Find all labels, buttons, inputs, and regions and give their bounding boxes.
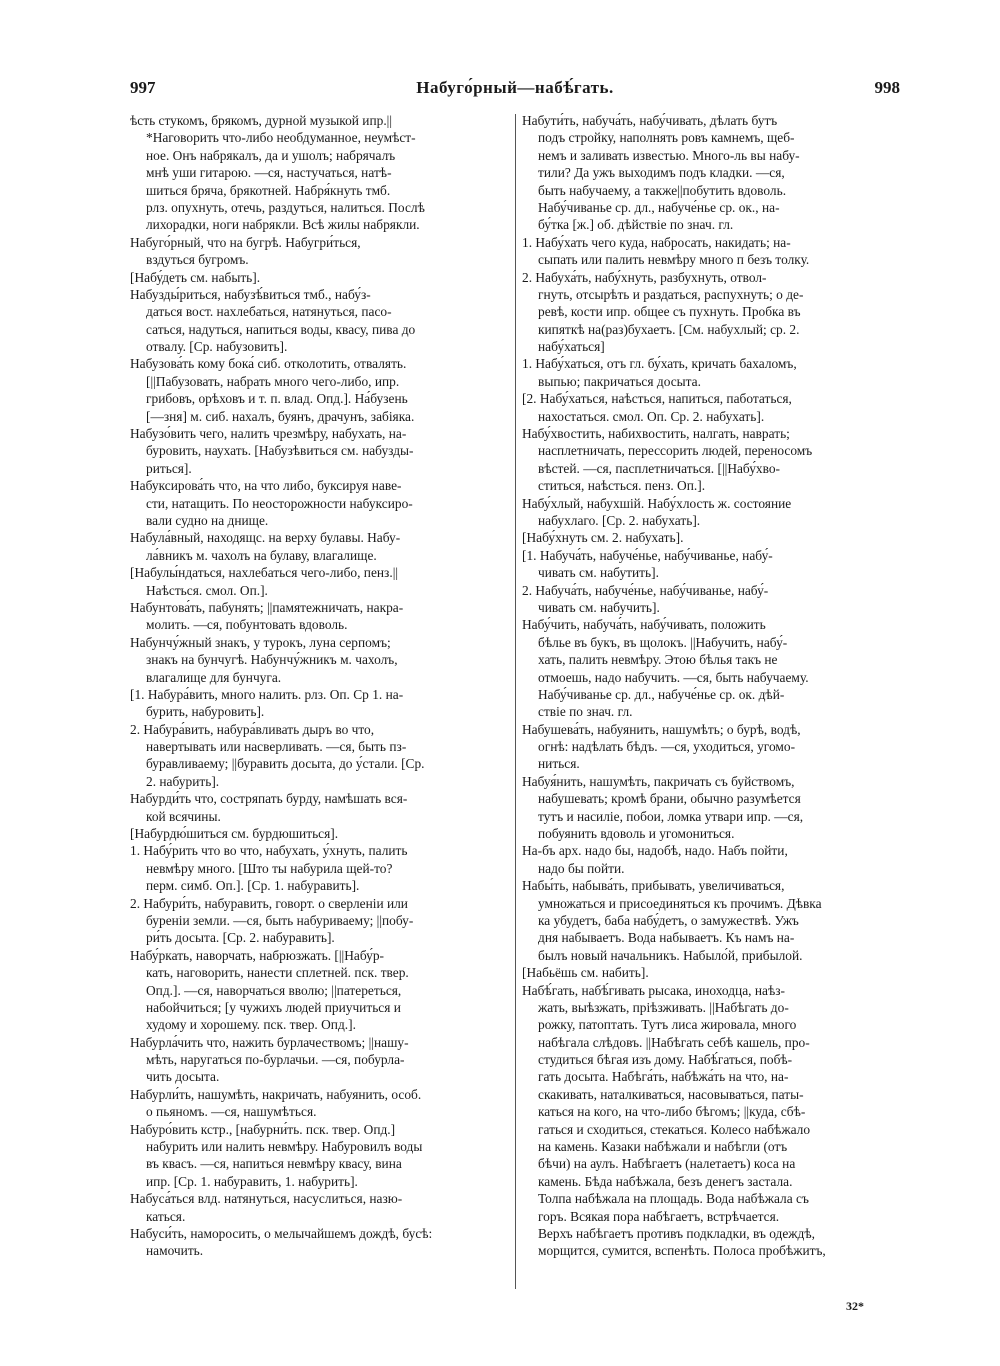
- entry-start-line: 1. Набу́рить что во что, набухать, у́хнуть, палить: [130, 843, 408, 859]
- entry-line: ри́ть досыта. [Ср. 2. набуравить].: [146, 930, 335, 946]
- entry-line: дня набываетъ. Вода набываетъ. Къ намъ на-: [538, 930, 795, 946]
- entry-start-line: ѣсть стукомъ, брякомъ, дурной музыкой ипр.||: [130, 113, 393, 128]
- entry-start-line: [Набу́деть см. набыть].: [130, 269, 261, 285]
- entry-line: насплетничать, перессорить людей, переносомъ: [538, 443, 813, 459]
- entry-line: Набу́чиванье ср. дл., набуче́нье ср. ок., на-: [538, 199, 780, 215]
- entry-line: сти, натащить. По неосторожности набуксиро-: [146, 495, 413, 511]
- entry-line: даться вост. нахлебаться, натянуться, пасо-: [146, 304, 392, 320]
- entry-line: гнуть, отсырѣть и раздаться, распухнуть; о де-: [538, 286, 804, 302]
- entry-line: бу́тка [ж.] об. дѣйствіе по знач. гл.: [538, 217, 734, 233]
- entry-line: чить досыта.: [146, 1069, 220, 1085]
- entry-start-line: Набурли́ть, нашумѣть, накричать, набуянить, особ.: [130, 1086, 422, 1102]
- entry-start-line: Набуси́ть, наморосить, о мелычайшемъ дождѣ, бусѣ:: [130, 1226, 433, 1241]
- entry-start-line: Набы́ть, набыва́ть, прибывать, увеличиваться,: [522, 878, 785, 894]
- entry-line: выпью; пакричаться досыта.: [538, 373, 701, 389]
- column-divider: [515, 114, 516, 1289]
- entry-line: 2. набурить].: [146, 773, 220, 789]
- entry-line: бѣчи) на аулъ. Набѣгаетъ (налетаетъ) коса на: [538, 1156, 796, 1172]
- entry-line: *Наговорить что-либо необдуманное, неумѣст-: [146, 130, 416, 146]
- entry-line: набойчиться; [у чужихъ людей приучиться и: [146, 999, 401, 1015]
- entry-line: на камень. Казаки набѣжали и набѣгли (отъ: [538, 1139, 788, 1155]
- entry-start-line: 2. Набура́вить, набура́вливать дыръ во что,: [130, 721, 375, 737]
- entry-start-line: 2. Набури́ть, набуравить, говорт. о сверленіи или: [130, 895, 408, 911]
- entry-start-line: 2. Набуха́ть, набу́хнуть, разбухнуть, отвол-: [522, 269, 767, 285]
- entry-start-line: Набула́вный, находящс. на верху булавы. Набу-: [130, 530, 401, 546]
- entry-line: каться.: [146, 1208, 186, 1224]
- entry-start-line: 1. Набу́хать чего куда, набросать, накидать; на-: [522, 234, 791, 250]
- entry-line: лихорадки, ноги набрякли. Всѣ жилы набрякли.: [146, 217, 420, 233]
- entry-start-line: 2. Набуча́ть, набуче́нье, набу́чиванье, набу́-: [522, 582, 769, 598]
- entry-line: ипр. [Ср. 1. набуравить, 1. набурить].: [146, 1173, 358, 1189]
- entry-line: скакивать, наталкиваться, насовываться, паты-: [538, 1086, 804, 1102]
- entry-line: набушевать; кромѣ брани, обычно разумѣется: [538, 791, 801, 807]
- entry-line: вздуться бугромъ.: [146, 252, 249, 268]
- entry-line: вали судно на днище.: [146, 512, 269, 528]
- entry-line: огнѣ: надѣлать бѣдъ. —ся, уходиться, угомо-: [538, 739, 796, 755]
- left-column: [130, 112, 514, 1302]
- page-number-right: 998: [874, 78, 900, 97]
- entry-line: подъ стройку, наполнять ровъ камнемъ, щеб-: [538, 130, 795, 146]
- entry-start-line: Набу́хвостить, набихвостить, налгать, наврать;: [522, 426, 790, 442]
- entry-line: сыпать или палить невмѣру много п безъ толку.: [538, 252, 810, 268]
- entry-start-line: Набузова́ть кому бока́ сиб. отколотить, отвалять.: [130, 356, 407, 372]
- entry-start-line: Набуксирова́ть что, на что либо, буксируя наве-: [130, 478, 402, 494]
- entry-start-line: Набу́ркать, наворчать, набрюзжать. [||Набу́р-: [130, 947, 385, 963]
- entry-start-line: Набуя́нить, нашумѣть, пакричать съ буйствомъ,: [522, 773, 795, 789]
- entry-line: Наѣсться. смол. Оп.].: [146, 582, 268, 598]
- entry-line: навертывать или насверливать. —ся, быть пз-: [146, 739, 407, 755]
- entry-start-line: Набуса́ться влд. натянуться, насуслиться, назю-: [130, 1191, 403, 1207]
- entry-line: грибовъ, орѣховъ и т. п. влад. Опд.]. На́бузень: [146, 391, 408, 407]
- entry-start-line: [Набу́хнуть см. 2. набухать].: [522, 530, 684, 546]
- entry-start-line: Набуго́рный, что на бугрѣ. Набугри́ться,: [130, 234, 361, 250]
- entry-line: рлз. опухнуть, отечь, раздуться, налиться. Послѣ: [146, 199, 425, 215]
- entry-line: былъ новый начальникъ. Набыло́й, прибылой.: [538, 947, 803, 963]
- entry-start-line: [1. Набуча́ть, набуче́нье, набу́чиванье, набу́-: [522, 547, 773, 563]
- entry-start-line: 1. Набу́хаться, отъ гл. бу́хать, кричать бахаломъ,: [522, 356, 797, 372]
- entry-line: морщится, сумится, вспенѣть. Полоса пробѣжитъ,: [538, 1243, 826, 1259]
- entry-start-line: Набушева́ть, набуянить, нашумѣть; о бурѣ, водѣ,: [522, 721, 801, 737]
- entry-line: набу́хаться]: [538, 339, 605, 355]
- entry-line: мнѣ уши гитарою. —ся, настучаться, натѣ-: [146, 165, 392, 181]
- entry-start-line: Набу́хлый, набухшій. Набу́хлость ж. состояние: [522, 495, 792, 511]
- page-number-left: 997: [130, 78, 156, 97]
- entry-line: [—зня] м. сиб. нахалъ, буянъ, драчунъ, забіяка.: [146, 408, 415, 424]
- entry-line: невмѣру много. [Што ты набурила щей-то?: [146, 860, 393, 876]
- entry-line: рожку, патоптать. Тутъ лиса жировала, много: [538, 1017, 797, 1033]
- entry-start-line: Набурла́чить что, нажить бурлачествомъ; ||нашу-: [130, 1034, 409, 1050]
- right-column: [522, 112, 906, 1302]
- entry-line: кипяткѣ на(раз)бухаетъ. [См. набухлый; ср. 2.: [538, 321, 800, 337]
- entry-start-line: На-бъ арх. надо бы, надобѣ, надо. Набъ пойти,: [522, 843, 788, 859]
- entry-line: набѣгала слѣдовъ. ||Набѣгать себѣ кашель, про-: [538, 1034, 810, 1050]
- entry-line: Толпа набѣжала на площадь. Вода набѣжала съ: [538, 1191, 809, 1207]
- signature-mark: 32*: [846, 1299, 864, 1313]
- entry-line: буравливаему; ||буравить досыта, до у́стали. [Ср.: [146, 756, 425, 772]
- entry-line: тутъ и насиліе, побои, ломка утвари ипр. —ся,: [538, 808, 804, 824]
- entry-line: о пьяномъ. —ся, нашумѣться.: [146, 1104, 317, 1120]
- entry-line: ное. Онъ набрякалъ, да и ушолъ; набрячалъ: [146, 147, 396, 163]
- entry-line: каться на кого, на что-либо бѣгомъ; ||куда, сбѣ-: [538, 1104, 806, 1120]
- entry-line: знакъ на бунчугѣ. Набунчу́жникъ м. чахолъ,: [146, 652, 398, 668]
- entry-line: ствіе по знач. гл.: [538, 704, 633, 720]
- entry-start-line: [Набьёшь см. набить].: [522, 965, 649, 981]
- entry-line: нахостаться. смол. Оп. Ср. 2. набухать].: [538, 408, 765, 424]
- entry-line: студиться бѣгая изъ дому. Набѣ́гаться, побѣ-: [538, 1052, 793, 1068]
- entry-line: чивать см. набучить].: [538, 599, 660, 615]
- entry-line: Верхъ набѣгаетъ противъ подкладки, въ одеждѣ,: [538, 1226, 815, 1241]
- entry-line: буровить, наухать. [Набузѣвиться см. набузды-: [146, 443, 414, 459]
- entry-line: гать досыта. Набѣга́ть, набѣжа́ть на что, на-: [538, 1069, 789, 1085]
- entry-start-line: Набуро́вить кстр., [набурни́ть. пск. твер. Опд.]: [130, 1121, 396, 1137]
- entry-line: вѣстей. —ся, пасплетничаться. [||Набу́хво-: [538, 460, 781, 476]
- entry-line: жать, выѣзжать, пріѣзживать. ||Набѣгать до-: [538, 999, 789, 1015]
- entry-line: чивать см. набутить].: [538, 565, 659, 581]
- entry-line: бѣлье въ букъ, въ щолокъ. ||Набучить, набу́-: [538, 634, 788, 650]
- entry-line: набухлаго. [Ср. 2. набухать].: [538, 512, 701, 528]
- entry-line: умножаться и присоединяться къ прочимъ. Дѣвка: [538, 895, 822, 911]
- entry-line: [||Пабузовать, набрать много чего-либо, ипр.: [146, 373, 400, 389]
- entry-line: быть набучаему, а также||побутить вдоволь.: [538, 182, 787, 198]
- entry-start-line: [1. Набура́вить, много налить. рлз. Оп. Ср 1. на-: [130, 686, 404, 702]
- entry-line: въ квасъ. —ся, напиться невмѣру квасу, вина: [146, 1156, 402, 1172]
- entry-line: шиться бряча, брякотней. Набря́кнуть тмб.: [146, 182, 391, 198]
- entry-start-line: [Набулы́ндаться, нахлебаться чего-либо, пенз.||: [130, 565, 399, 581]
- entry-line: набурить или налить невмѣру. Набуровилъ воды: [146, 1139, 423, 1155]
- entry-line: тили? Да ужъ выходимъ подъ кладки. —ся,: [538, 165, 785, 181]
- entry-line: ститься, наѣсться. пенз. Оп.].: [538, 478, 706, 494]
- entry-line: кать, наговорить, нанести сплетней. пск. твер.: [146, 965, 409, 981]
- entry-line: немъ и заливать известью. Много-ль вы набу-: [538, 147, 800, 163]
- entry-start-line: Набу́чить, набуча́ть, набу́чивать, положить: [522, 617, 766, 633]
- entry-line: Опд.]. —ся, наворчаться вволю; ||патереться,: [146, 982, 402, 998]
- entry-start-line: [Набурдю́шиться см. бурдюшиться].: [130, 826, 339, 842]
- entry-line: бурить, набуровить].: [146, 704, 265, 720]
- entry-line: намочить.: [146, 1243, 204, 1259]
- entry-line: побуянить вдоволь и угомониться.: [538, 826, 735, 842]
- entry-line: горъ. Всякая пора набѣгаетъ, встрѣчается.: [538, 1208, 780, 1224]
- entry-line: Набу́чиванье ср. дл., набуче́нье ср. ок. дѣй-: [538, 686, 785, 702]
- entry-line: отвалу. [Ср. набузовить].: [146, 339, 288, 355]
- entry-line: саться, надуться, напиться воды, квасу, пива до: [146, 321, 416, 337]
- entry-line: кой всячины.: [146, 808, 221, 824]
- entry-line: ревѣ, кости ипр. общее съ пухнуть. Пробка въ: [538, 304, 801, 320]
- entry-line: камень. Бѣда набѣжала, безъ денегъ застала.: [538, 1173, 793, 1189]
- entry-line: влагалище для бунчуга.: [146, 669, 282, 685]
- entry-line: мѣть, наругаться по-бурлачьи. —ся, побурла-: [146, 1052, 405, 1068]
- entry-line: ниться.: [538, 756, 580, 772]
- entry-line: худому и хорошему. пск. твер. Опд.].: [146, 1017, 356, 1033]
- entry-start-line: Набѣ́гать, набѣ́гивать рысака, иноходца, наѣз-: [522, 982, 785, 998]
- running-title: Набуго́рный—набѣ́гать.: [416, 78, 614, 97]
- entry-start-line: Набути́ть, набуча́ть, набу́чивать, дѣлать бутъ: [522, 113, 778, 128]
- entry-start-line: Набунчу́жный знакъ, у турокъ, луна серпомъ;: [130, 634, 391, 650]
- entry-line: отмоешь, надо набучить. —ся, быть набучаему.: [538, 669, 809, 685]
- entry-line: риться].: [146, 460, 192, 476]
- entry-start-line: [2. Набу́хаться, наѣсться, напиться, паботаться,: [522, 391, 792, 407]
- entry-line: ка убудетъ, баба набу́детъ, о замужествѣ. Ужъ: [538, 912, 799, 928]
- entry-start-line: Набузо́вить чего, налить чрезмѣру, набухать, на-: [130, 426, 407, 442]
- page-header: [130, 78, 900, 106]
- entry-line: хать, палить невмѣру. Этою бѣлья такъ не: [538, 652, 778, 668]
- entry-start-line: Набурди́ть что, состряпать бурду, намѣшать вся-: [130, 791, 408, 807]
- entry-line: гаться и сходиться, стекаться. Колесо набѣжало: [538, 1121, 811, 1137]
- entry-line: молить. —ся, побунтовать вдоволь.: [146, 617, 348, 633]
- entry-line: буреніи земли. —ся, быть набуриваему; ||побу-: [146, 912, 414, 928]
- entry-line: перм. симб. Оп.]. [Ср. 1. набуравить].: [146, 878, 360, 894]
- entry-line: надо бы пойти.: [538, 860, 625, 876]
- entry-start-line: Набузды́риться, набузѣ́виться тмб., набу́з-: [130, 286, 371, 302]
- entry-start-line: Набунтова́ть, пабунять; ||памятежничать, накра-: [130, 599, 404, 615]
- entry-line: ла́вникъ м. чахолъ на булаву, влагалище.: [146, 547, 377, 563]
